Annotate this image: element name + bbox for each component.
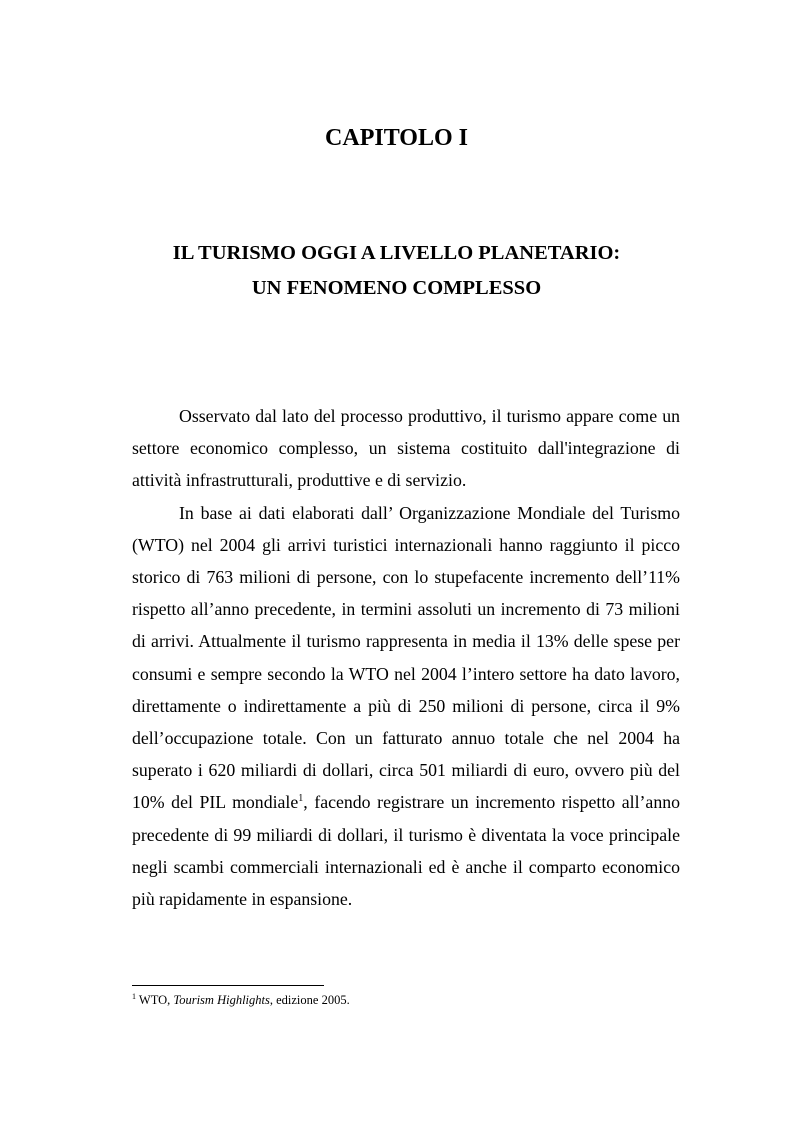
footnote-italic-title: Tourism Highlights: [173, 993, 270, 1007]
paragraph-2-part-2: , facendo registrare un incremento rispetto all’anno precedente di 99 miliardi di dollari, il turismo è diventata la voce principale negli scambi commerciali internazionali ed è anche il comparto economico più rapidamente in espansione.: [132, 792, 680, 910]
paragraph-2-part-1: In base ai dati elaborati dall’ Organizzazione Mondiale del Turismo (WTO) nel 2004 gli arrivi turistici internazionali hanno raggiunto il picco storico di 763 milioni di persone, con lo stupefacente incremento dell’11% rispetto all’anno precedente, in termini assoluti un incremento di 73 milioni di arrivi. Attualmente il turismo rappresenta in media il 13% delle spese per consumi e sempre secondo la WTO nel 2004 l’intero settore ha dato lavoro, direttamente o indirettamente a più di 250 milioni di persone, circa il 9% dell’occupazione totale. Con un fatturato annuo totale che nel 2004 ha superato i 620 miliardi di dollari, circa 501 miliardi di euro, ovvero più del 10% del PIL mondiale: [132, 502, 680, 813]
chapter-subtitle: [0, 236, 793, 306]
chapter-subtitle-line-2: UN FENOMENO COMPLESSO: [251, 277, 542, 299]
chapter-subtitle-line-1: IL TURISMO OGGI A LIVELLO PLANETARIO:: [172, 242, 621, 264]
footnote-number: 1: [132, 991, 136, 1001]
paragraph-1: Osservato dal lato del processo produttivo, il turismo appare come un settore economico complesso, un sistema costituito dall'integrazione di attività infrastrutturali, produttive e di servizio.: [132, 406, 680, 491]
footnote-divider: [132, 985, 324, 986]
chapter-title: CAPITOLO I: [325, 125, 468, 151]
footnote: [132, 992, 350, 1008]
footnote-suffix: , edizione 2005.: [269, 993, 350, 1007]
paragraph-2: [132, 497, 680, 916]
footnote-prefix: WTO,: [138, 993, 174, 1007]
footnote-reference: 1: [298, 793, 304, 805]
body-text: [132, 400, 680, 915]
